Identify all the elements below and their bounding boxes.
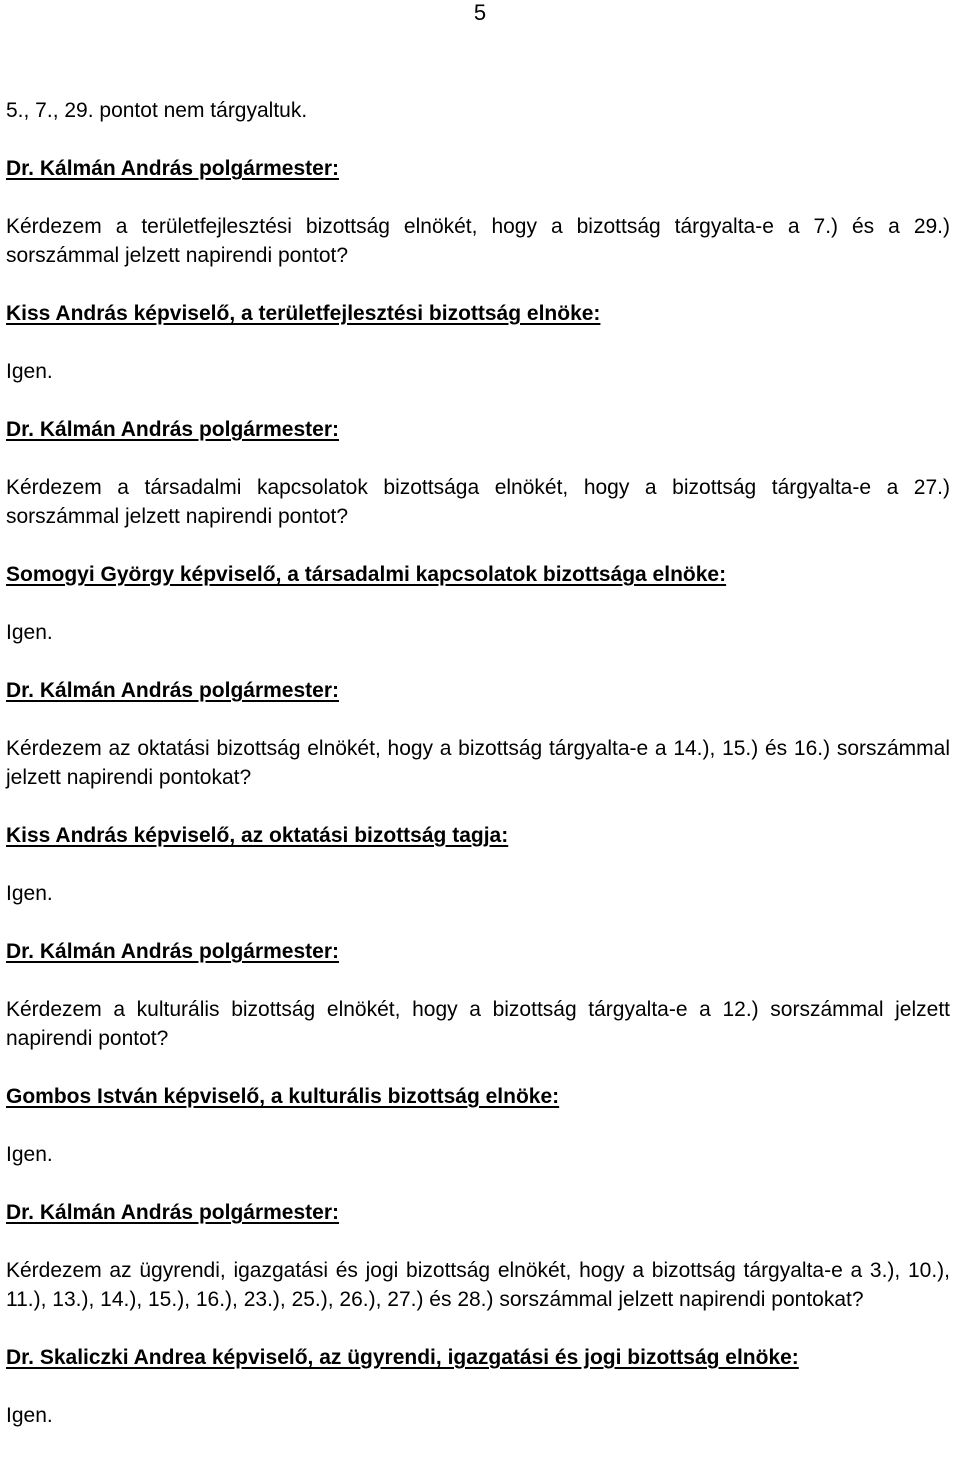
speaker-heading: Dr. Kálmán András polgármester: [6,157,339,180]
speaker-heading: Kiss András képviselő, az oktatási bizottság tagja: [6,824,509,847]
answer-paragraph: Igen. [6,621,53,644]
answer-paragraph: Igen. [6,1404,53,1427]
speaker-heading: Dr. Skaliczki Andrea képviselő, az ügyrendi, igazgatási és jogi bizottság elnöke: [6,1346,799,1369]
intro-paragraph: 5., 7., 29. pontot nem tárgyaltuk. [6,99,308,122]
question-paragraph: Kérdezem a társadalmi kapcsolatok bizottsága elnökét, hogy a bizottság tárgyalta-e a 27.) sorszámmal jelzett napirendi pontot? [6,476,950,528]
speaker-heading: Kiss András képviselő, a területfejlesztési bizottság elnöke: [6,302,601,325]
question-paragraph: Kérdezem a területfejlesztési bizottság elnökét, hogy a bizottság tárgyalta-e a 7.) és a 29.) sorszámmal jelzett napirendi pontot? [6,215,950,267]
answer-paragraph: Igen. [6,882,53,905]
question-paragraph: Kérdezem az oktatási bizottság elnökét, hogy a bizottság tárgyalta-e a 14.), 15.) és 16.) sorszámmal jelzett napirendi pontokat? [6,737,950,789]
speaker-heading: Gombos István képviselő, a kulturális bizottság elnöke: [6,1085,560,1108]
answer-paragraph: Igen. [6,1143,53,1166]
speaker-heading: Dr. Kálmán András polgármester: [6,418,339,441]
speaker-heading: Dr. Kálmán András polgármester: [6,679,339,702]
question-paragraph: Kérdezem az ügyrendi, igazgatási és jogi bizottság elnökét, hogy a bizottság tárgyalta-e a 3.), 10.), 11.), 13.), 14.), 15.), 16.), 23.), 25.), 26.), 27.) és 28.) sorszámmal jelzett napirendi pontokat? [6,1259,950,1311]
page-number: 5 [473,0,487,25]
answer-paragraph: Igen. [6,360,53,383]
speaker-heading: Dr. Kálmán András polgármester: [6,1201,339,1224]
document-body [6,96,950,1430]
speaker-heading: Somogyi György képviselő, a társadalmi kapcsolatok bizottsága elnöke: [6,563,727,586]
question-paragraph: Kérdezem a kulturális bizottság elnökét, hogy a bizottság tárgyalta-e a 12.) sorszámmal jelzett napirendi pontot? [6,998,950,1050]
speaker-heading: Dr. Kálmán András polgármester: [6,940,339,963]
